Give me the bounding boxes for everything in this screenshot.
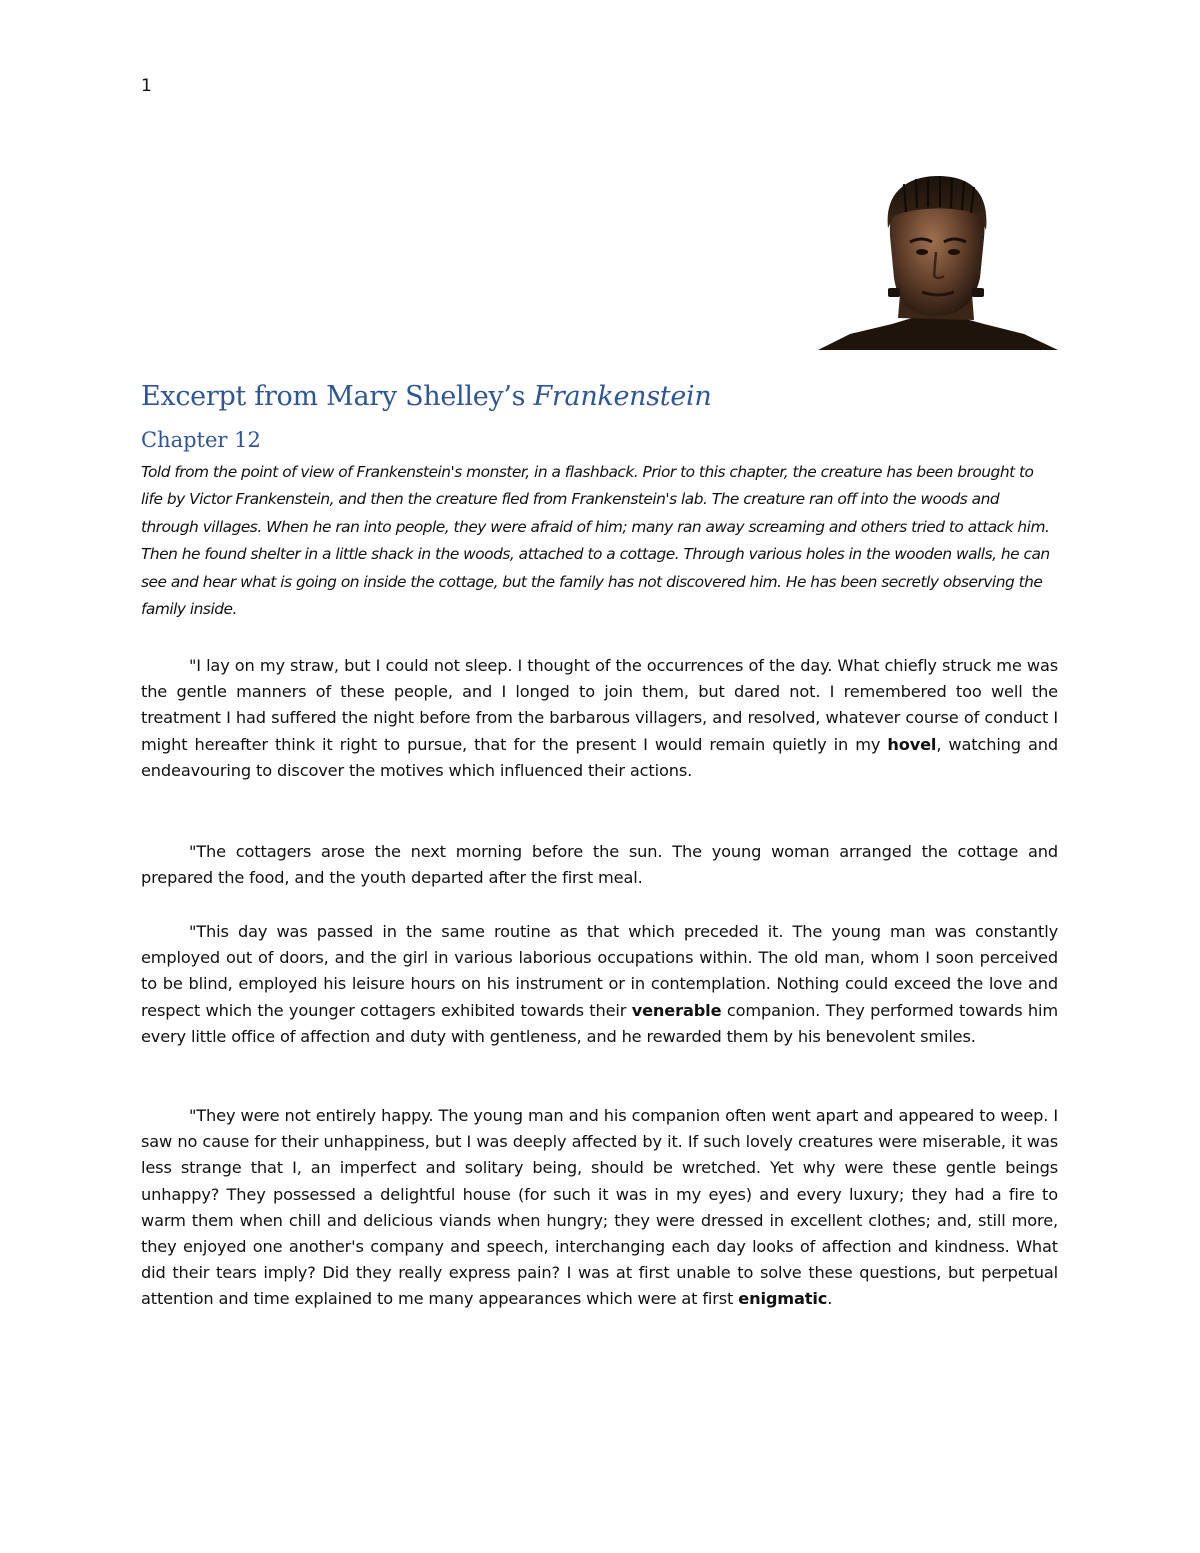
- paragraph-2: "The cottagers arose the next morning before the sun. The young woman arranged the cottage and prepared the food, and the youth departed after the first meal.: [141, 842, 1058, 888]
- document-title: [141, 381, 711, 412]
- page-number: 1: [141, 76, 152, 96]
- vocab-word-venerable: venerable: [631, 1000, 722, 1020]
- paragraph-1-text-before: "I lay on my straw, but I could not sleep. I thought of the occurrences of the day. What chiefly struck me was the gentle manners of these people, and I longed to join them, but dared not. I remembered too well the treatment I had suffered the night before from the barbarous villagers, and resolved, whatever course of conduct I might hereafter think it right to pursue, that for the present I would remain quietly in my: [141, 656, 1058, 754]
- paragraph-3-text-after: companion. They performed towards him every little office of affection and duty with gentleness, and he rewarded them by his benevolent smiles.: [141, 1000, 1058, 1046]
- paragraph-4-text-after: .: [827, 1289, 833, 1309]
- title-work: Frankenstein: [533, 381, 712, 412]
- intro-summary: Told from the point of view of Frankenstein's monster, in a flashback. Prior to this chapter, the creature has been brought to life by Victor Frankenstein, and then the creature fled from Frankenstein's lab. The creature ran off into the woods and through villages. When he ran into people, they were afraid of him; many ran away screaming and others tried to attack him. Then he found shelter in a little shack in the woods, attached to a cottage. Through various holes in the wooden walls, he can see and hear what is going on inside the cottage, but the family has not discovered him. He has been secretly observing the family inside.: [141, 463, 1050, 619]
- paragraph-4-text-before: "They were not entirely happy. The young man and his companion often went apart and appeared to weep. I saw no cause for their unhappiness, but I was deeply affected by it. If such lovely creatures were miserable, it was less strange that I, an imperfect and solitary being, should be wretched. Yet why were these gentle beings unhappy? They possessed a delightful house (for such it was in my eyes) and every luxury; they had a fire to warm them when chill and delicious viands when hungry; they were dressed in excellent clothes; and, still more, they enjoyed one another's company and speech, interchanging each day looks of affection and kindness. What did their tears imply? Did they really express pain? I was at first unable to solve these questions, but perpetual attention and time explained to me many appearances which were at first: [141, 1106, 1058, 1309]
- paragraph-1: [141, 653, 1058, 784]
- vocab-word-enigmatic: enigmatic: [738, 1289, 828, 1309]
- paragraph-4: [141, 1103, 1058, 1313]
- paragraph-3-text-before: "This day was passed in the same routine as that which preceded it. The young man was constantly employed out of doors, and the girl in various laborious occupations within. The old man, whom I soon perceived to be blind, employed his leisure hours on his instrument or in contemplation. Nothing could exceed the love and respect which the younger cottagers exhibited towards their: [141, 922, 1058, 1020]
- vocab-word-hovel: hovel: [887, 734, 937, 754]
- chapter-heading: Chapter 12: [141, 428, 261, 452]
- frankenstein-monster-portrait: [812, 168, 1062, 354]
- paragraph-1-text-after: , watching and endeavouring to discover the motives which influenced their actions.: [141, 734, 1058, 780]
- paragraph-3: [141, 919, 1058, 1050]
- title-prefix: Excerpt from Mary Shelley’s: [141, 381, 534, 412]
